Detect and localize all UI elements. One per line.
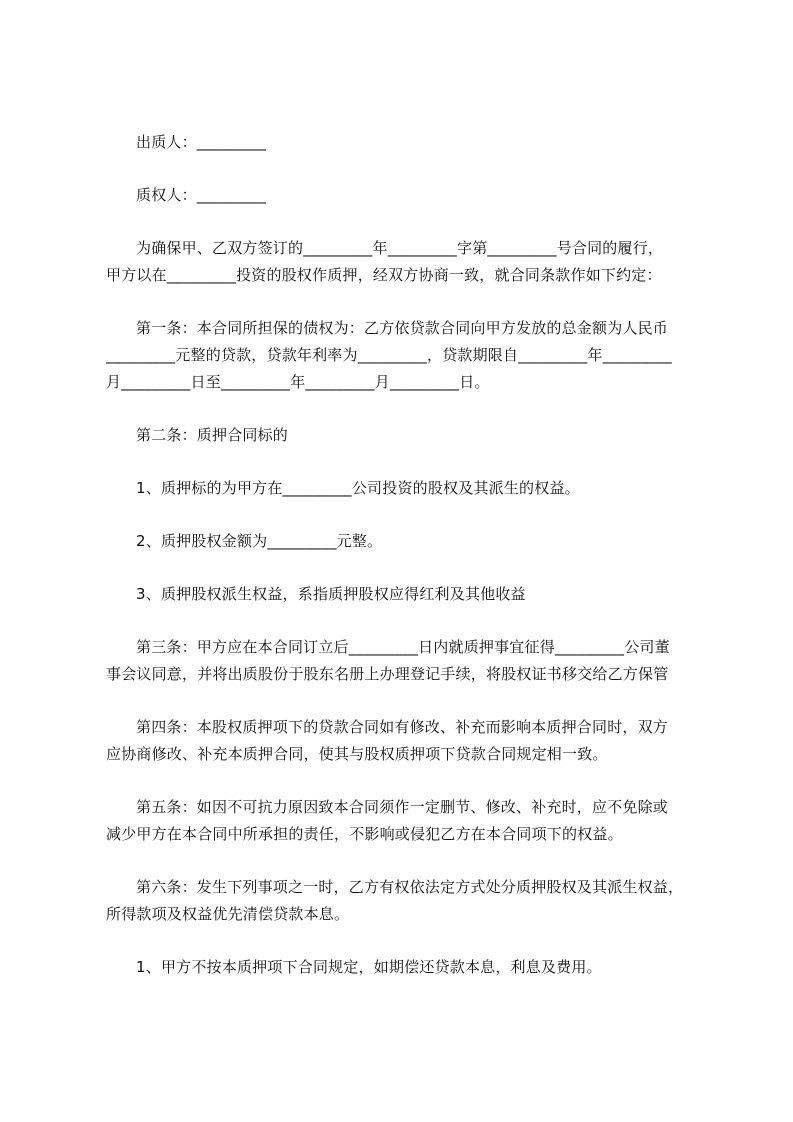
article2-item-2: 2、质押股权金额为_________元整。 xyxy=(136,532,383,550)
article1-line-2: _________元整的贷款，贷款年利率为_________，贷款期限自_________年_________ xyxy=(106,346,673,364)
article2-item-3: 3、质押股权派生权益，系指质押股权应得红利及其他收益 xyxy=(136,585,526,603)
article3-line-1: 第三条：甲方应在本合同订立后_________日内就质押事宜征得_________公司董 xyxy=(136,638,670,656)
article2-item-1: 1、质押标的为甲方在_________公司投资的股权及其派生的权益。 xyxy=(136,479,580,497)
pledgor-line: 出质人：_________ xyxy=(136,133,267,151)
article6-item-1: 1、甲方不按本质押项下合同规定，如期偿还贷款本息，利息及费用。 xyxy=(136,958,602,976)
pledgee-line: 质权人：_________ xyxy=(136,186,267,204)
article6-line-2: 所得款项及权益优先清偿贷款本息。 xyxy=(106,905,350,923)
article6-line-1: 第六条：发生下列事项之一时，乙方有权依法定方式处分质押股权及其派生权益， xyxy=(136,878,684,896)
article1-line-1: 第一条：本合同所担保的债权为：乙方依贷款合同向甲方发放的总金额为人民币 xyxy=(136,319,669,337)
article1-line-3: 月_________日至_________年_________月_________日。 xyxy=(106,373,490,391)
article4-line-2: 应协商修改、补充本质押合同，使其与股权质押项下贷款合同规定相一致。 xyxy=(106,745,608,763)
article2-title: 第二条：质押合同标的 xyxy=(136,426,289,444)
article5-line-2: 减少甲方在本合同中所承担的责任，不影响或侵犯乙方在本合同项下的权益。 xyxy=(106,825,623,843)
article5-line-1: 第五条：如因不可抗力原因致本合同须作一定删节、修改、补充时，应不免除或 xyxy=(136,798,669,816)
article3-line-2: 事会议同意，并将出质股份于股东名册上办理登记手续，将股权证书移交给乙方保管 xyxy=(106,665,669,683)
article4-line-1: 第四条：本股权质押项下的贷款合同如有修改、补充而影响本质押合同时，双方 xyxy=(136,718,669,736)
preamble-line-2: 甲方以在_________投资的股权作质押，经双方协商一致，就合同条款作如下约定： xyxy=(106,266,662,284)
preamble-line-1: 为确保甲、乙双方签订的_________年_________字第_________号合同的履行， xyxy=(136,239,664,257)
